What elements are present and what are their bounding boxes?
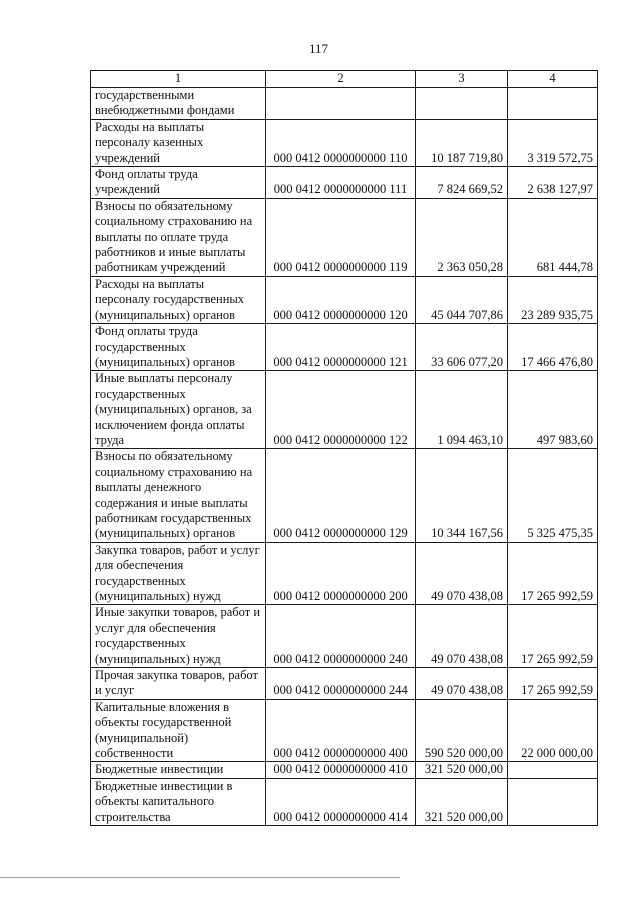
row-value-col3: 10 187 719,80 bbox=[416, 119, 508, 166]
table-row bbox=[91, 605, 598, 668]
column-header-2: 2 bbox=[266, 71, 416, 88]
row-value-col4: 17 466 476,80 bbox=[508, 324, 598, 371]
row-value-col3 bbox=[416, 88, 508, 120]
row-value-col4: 497 983,60 bbox=[508, 371, 598, 449]
row-value-col4: 681 444,78 bbox=[508, 198, 598, 276]
row-value-col4 bbox=[508, 762, 598, 778]
row-value-col3: 321 520 000,00 bbox=[416, 762, 508, 778]
row-name: Капитальные вложения в объекты государственной (муниципальной) собственности bbox=[91, 699, 266, 762]
row-value-col4: 2 638 127,97 bbox=[508, 167, 598, 199]
table-row bbox=[91, 668, 598, 700]
table-row bbox=[91, 699, 598, 762]
row-name: Иные выплаты персоналу государственных (муниципальных) органов, за исключением фонда оплаты труда bbox=[91, 371, 266, 449]
row-name: Бюджетные инвестиции bbox=[91, 762, 266, 778]
table-row bbox=[91, 778, 598, 825]
row-code: 000 0412 0000000000 119 bbox=[266, 198, 416, 276]
row-code: 000 0412 0000000000 200 bbox=[266, 542, 416, 605]
row-value-col4 bbox=[508, 778, 598, 825]
row-code bbox=[266, 88, 416, 120]
table-row bbox=[91, 167, 598, 199]
row-value-col3: 321 520 000,00 bbox=[416, 778, 508, 825]
row-name: Закупка товаров, работ и услуг для обеспечения государственных (муниципальных) нужд bbox=[91, 542, 266, 605]
row-code: 000 0412 0000000000 110 bbox=[266, 119, 416, 166]
footer-divider bbox=[0, 877, 400, 878]
row-code: 000 0412 0000000000 400 bbox=[266, 699, 416, 762]
row-code: 000 0412 0000000000 410 bbox=[266, 762, 416, 778]
row-name: Расходы на выплаты персоналу казенных учреждений bbox=[91, 119, 266, 166]
row-value-col4: 5 325 475,35 bbox=[508, 449, 598, 542]
row-name: Бюджетные инвестиции в объекты капитального строительства bbox=[91, 778, 266, 825]
table-row bbox=[91, 119, 598, 166]
row-code: 000 0412 0000000000 111 bbox=[266, 167, 416, 199]
row-name: Прочая закупка товаров, работ и услуг bbox=[91, 668, 266, 700]
row-value-col3: 49 070 438,08 bbox=[416, 542, 508, 605]
row-name: Фонд оплаты труда государственных (муниципальных) органов bbox=[91, 324, 266, 371]
table-row bbox=[91, 371, 598, 449]
table-row bbox=[91, 762, 598, 778]
row-name: Взносы по обязательному социальному страхованию на выплаты по оплате труда работников и иные выплаты работникам учреждений bbox=[91, 198, 266, 276]
table-header-row bbox=[91, 71, 598, 88]
table-row bbox=[91, 542, 598, 605]
row-name: Расходы на выплаты персоналу государственных (муниципальных) органов bbox=[91, 276, 266, 323]
row-value-col4 bbox=[508, 88, 598, 120]
budget-table bbox=[90, 70, 598, 826]
row-value-col3: 7 824 669,52 bbox=[416, 167, 508, 199]
row-value-col3: 1 094 463,10 bbox=[416, 371, 508, 449]
row-code: 000 0412 0000000000 121 bbox=[266, 324, 416, 371]
row-value-col4: 17 265 992,59 bbox=[508, 605, 598, 668]
row-code: 000 0412 0000000000 414 bbox=[266, 778, 416, 825]
row-name: Фонд оплаты труда учреждений bbox=[91, 167, 266, 199]
row-code: 000 0412 0000000000 120 bbox=[266, 276, 416, 323]
row-value-col4: 22 000 000,00 bbox=[508, 699, 598, 762]
row-code: 000 0412 0000000000 129 bbox=[266, 449, 416, 542]
row-value-col4: 23 289 935,75 bbox=[508, 276, 598, 323]
table-row bbox=[91, 198, 598, 276]
row-name: Взносы по обязательному социальному страхованию на выплаты денежного содержания и иные выплаты работникам государственных (муниципальных) органов bbox=[91, 449, 266, 542]
row-code: 000 0412 0000000000 240 bbox=[266, 605, 416, 668]
row-value-col4: 17 265 992,59 bbox=[508, 668, 598, 700]
row-code: 000 0412 0000000000 122 bbox=[266, 371, 416, 449]
row-name: государственными внебюджетными фондами bbox=[91, 88, 266, 120]
row-name: Иные закупки товаров, работ и услуг для обеспечения государственных (муниципальных) нужд bbox=[91, 605, 266, 668]
column-header-3: 3 bbox=[416, 71, 508, 88]
row-code: 000 0412 0000000000 244 bbox=[266, 668, 416, 700]
row-value-col3: 2 363 050,28 bbox=[416, 198, 508, 276]
row-value-col3: 49 070 438,08 bbox=[416, 605, 508, 668]
page-number: 117 bbox=[308, 41, 329, 56]
row-value-col3: 45 044 707,86 bbox=[416, 276, 508, 323]
table-row bbox=[91, 449, 598, 542]
table-row bbox=[91, 276, 598, 323]
column-header-4: 4 bbox=[508, 71, 598, 88]
row-value-col3: 33 606 077,20 bbox=[416, 324, 508, 371]
table-row bbox=[91, 324, 598, 371]
row-value-col3: 590 520 000,00 bbox=[416, 699, 508, 762]
row-value-col4: 17 265 992,59 bbox=[508, 542, 598, 605]
column-header-1: 1 bbox=[91, 71, 266, 88]
row-value-col3: 10 344 167,56 bbox=[416, 449, 508, 542]
row-value-col4: 3 319 572,75 bbox=[508, 119, 598, 166]
row-value-col3: 49 070 438,08 bbox=[416, 668, 508, 700]
table-row bbox=[91, 88, 598, 120]
